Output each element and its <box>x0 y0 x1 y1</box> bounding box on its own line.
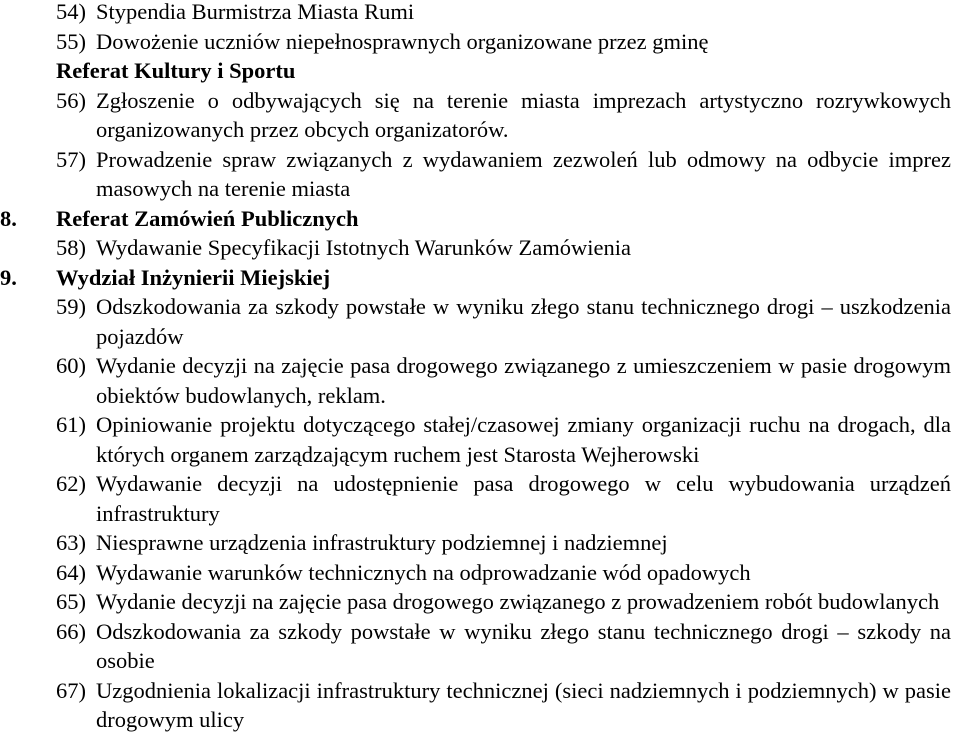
list-item-64 <box>0 558 959 588</box>
section-number: 8. <box>0 205 17 231</box>
list-item-59 <box>0 292 959 351</box>
item-number: 57) <box>56 146 86 172</box>
item-number: 64) <box>56 559 86 585</box>
section-number: 9. <box>0 264 17 290</box>
item-number: 55) <box>56 28 86 54</box>
section-heading-8 <box>0 204 959 234</box>
list-item-62 <box>0 469 959 528</box>
item-text: Niesprawne urządzenia infrastruktury podziemnej i nadziemnej <box>96 530 668 555</box>
item-number: 63) <box>56 530 86 555</box>
item-text: Wydanie decyzji na zajęcie pasa drogowego związanego z prowadzeniem robót budowlanych <box>96 589 940 614</box>
item-number: 67) <box>56 677 86 703</box>
section-heading-9 <box>0 263 959 293</box>
item-text: Dowożenie uczniów niepełnosprawnych organizowane przez gminę <box>96 28 709 54</box>
list-item-66 <box>0 617 959 676</box>
list-item-60 <box>0 351 959 410</box>
item-text: Stypendia Burmistrza Miasta Rumi <box>96 0 415 24</box>
list-item-58 <box>0 233 959 263</box>
item-text: Opiniowanie projektu dotyczącego stałej/czasowej zmiany organizacji ruchu na drogach, dla których organem zarządzającym ruchem jest Starosta Wejherowski <box>96 412 951 467</box>
item-text: Wydawanie warunków technicznych na odprowadzanie wód opadowych <box>96 559 751 585</box>
item-number: 65) <box>56 589 86 614</box>
list-item-54 <box>0 0 959 27</box>
list-item-56 <box>0 86 959 145</box>
item-number: 59) <box>56 294 86 319</box>
item-number: 66) <box>56 618 86 644</box>
item-number: 60) <box>56 353 86 378</box>
item-text: Uzgodnienia lokalizacji infrastruktury technicznej (sieci nadziemnych i podziemnych) w pasie drogowym ulicy <box>96 677 951 732</box>
item-number: 56) <box>56 87 86 113</box>
subheading-referat-kultury: Referat Kultury i Sportu <box>56 58 296 83</box>
section-title: Referat Zamówień Publicznych <box>56 205 359 231</box>
item-number: 61) <box>56 412 86 437</box>
item-number: 54) <box>56 0 86 24</box>
list-item-65 <box>0 587 959 617</box>
list-item-61 <box>0 410 959 469</box>
item-number: 62) <box>56 471 86 496</box>
item-number: 58) <box>56 235 86 260</box>
item-text: Wydanie decyzji na zajęcie pasa drogowego związanego z umieszczeniem w pasie drogowym obiektów budowlanych, reklam. <box>96 353 951 408</box>
section-title: Wydział Inżynierii Miejskiej <box>56 264 331 290</box>
list-item-57 <box>0 145 959 204</box>
item-text: Prowadzenie spraw związanych z wydawaniem zezwoleń lub odmowy na odbycie imprez masowych na terenie miasta <box>96 146 951 201</box>
list-item-63 <box>0 528 959 558</box>
list-item-55 <box>0 27 959 57</box>
item-text: Wydawanie Specyfikacji Istotnych Warunków Zamówienia <box>96 235 632 260</box>
list-item-67 <box>0 676 959 735</box>
item-text: Odszkodowania za szkody powstałe w wyniku złego stanu technicznego drogi – uszkodzenia pojazdów <box>96 294 951 349</box>
item-text: Odszkodowania za szkody powstałe w wyniku złego stanu technicznego drogi – szkody na osobie <box>96 618 951 673</box>
item-text: Wydawanie decyzji na udostępnienie pasa drogowego w celu wybudowania urządzeń infrastruktury <box>96 471 951 526</box>
item-text: Zgłoszenie o odbywających się na terenie miasta imprezach artystyczno rozrywkowych organizowanych przez obcych organizatorów. <box>96 87 951 142</box>
